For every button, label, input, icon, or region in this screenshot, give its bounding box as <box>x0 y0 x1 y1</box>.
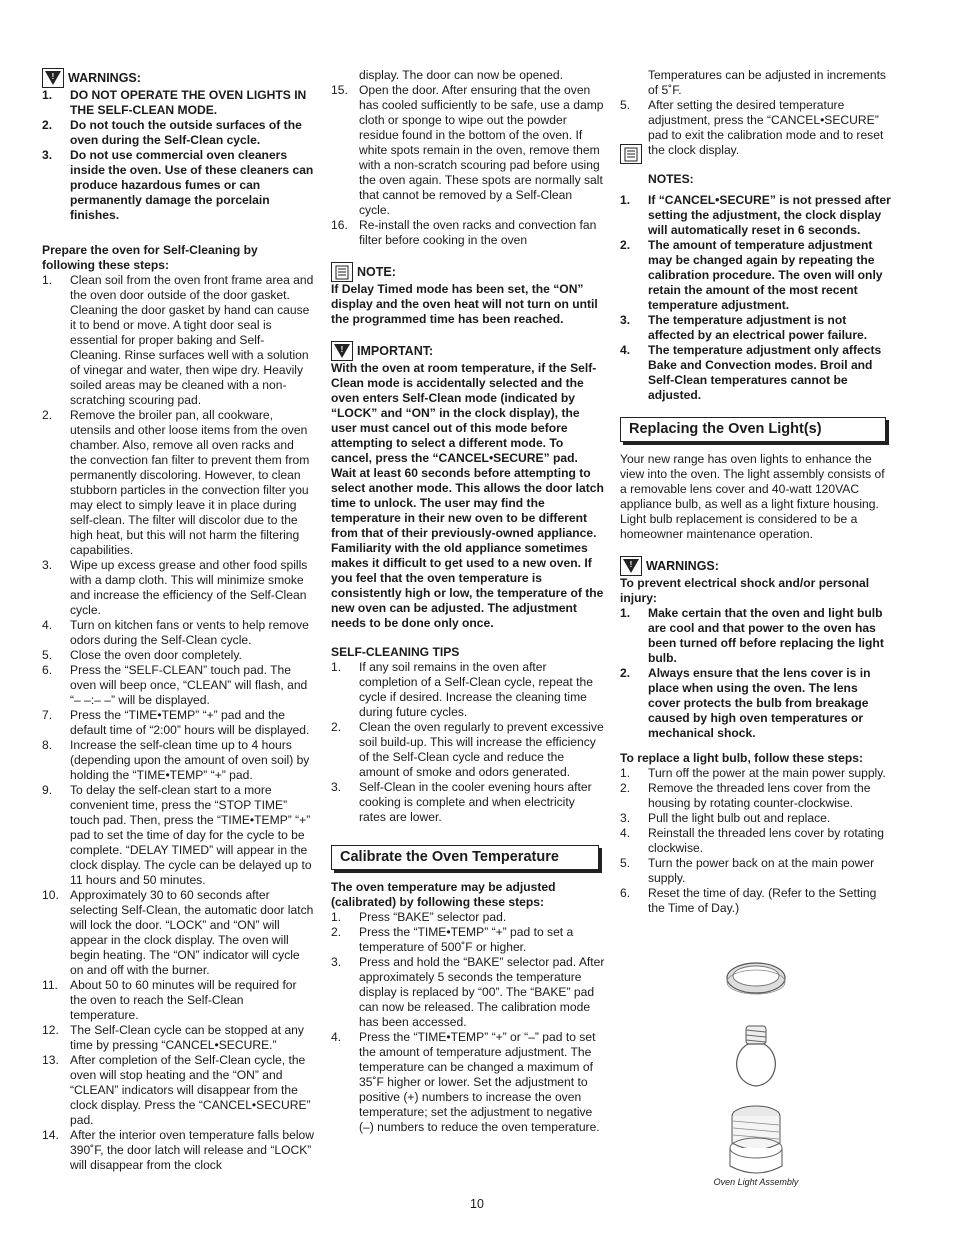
column-2 <box>331 68 605 1135</box>
warnings-heading: ! WARNINGS: <box>620 556 892 576</box>
light-intro: Your new range has oven lights to enhance the view into the oven. The light assembly consists of a removable lens cover and 40-watt 120VAC appliance bulb, as well as a light fixture housing. Light bulb replacement is considered to be a homeowner maintenance operation. <box>620 452 885 541</box>
lens-cover-drawing <box>727 963 785 994</box>
list-item: 2. The amount of temperature adjustment may be changed again by repeating the calibration procedure. The oven will only retain the amount of the most recent temperature adjustment. <box>620 238 883 312</box>
list-item: 4. Press the “TIME•TEMP” “+” or “–” pad to set the amount of temperature adjustment. The temperature can be changed a maximum of 35˚F higher or lower. Set the adjustment to positive (+) numbers to increase the oven temperature; set the adjustment to negative (–) numbers to reduce the oven temperature. <box>331 1030 600 1134</box>
warnings-list <box>620 606 892 741</box>
list-item: 2. Clean the oven regularly to prevent excessive soil build-up. This will increase the efficiency of the Self-Clean cycle and reduce the amount of smoke and odors generated. <box>331 720 604 779</box>
list-item: display. The door can now be opened. <box>359 68 563 82</box>
list-item: 2. Always ensure that the lens cover is in place when using the oven. The lens cover protects the bulb from breakage caused by high oven temperatures or mechanical shock. <box>620 666 871 740</box>
list-item: 15. Open the door. After ensuring that the oven has cooled sufficiently to be safe, use a damp cloth or sponge to wipe out the powder residue found in the bottom of the oven. If white spots remain in the oven, remove them with a non-scratch scouring pad before using the oven again. These spots are normally salt that cannot be removed by a Self-Clean cycle. <box>331 83 604 217</box>
list-item: 3. Wipe up excess grease and other food spills with a damp cloth. This will minimize smoke and increase the efficiency of the Self-Clean cycle. <box>42 558 308 617</box>
list-item: 6. Reset the time of day. (Refer to the Setting the Time of Day.) <box>620 886 877 915</box>
list-item: 4. Reinstall the threaded lens cover by rotating clockwise. <box>620 826 884 855</box>
calibrate-intro: The oven temperature may be adjusted (calibrated) by following these steps: <box>331 880 556 909</box>
list-item: 2. Press the “TIME•TEMP” “+” pad to set a temperature of 500˚F or higher. <box>331 925 574 954</box>
note-icon <box>620 144 642 164</box>
note-heading: NOTE: <box>331 262 605 282</box>
list-item: 13. After completion of the Self-Clean cycle, the oven will stop heating and the “ON” and “CLEAN” indicators will disappear from the clock display. Press the “CANCEL•SECURE” pad. <box>42 1053 311 1127</box>
list-item: 2. Remove the threaded lens cover from the housing by rotating counter-clockwise. <box>620 781 871 810</box>
replace-title: To replace a light bulb, follow these steps: <box>620 751 864 765</box>
list-item: 1. Turn off the power at the main power supply. <box>620 766 886 780</box>
list-item: 3. Pull the light bulb out and replace. <box>620 811 831 825</box>
important-heading: ! IMPORTANT: <box>331 341 605 361</box>
list-item: 7. Press the “TIME•TEMP” “+” pad and the default time of “2:00” hours will be displayed. <box>42 708 310 737</box>
page-number: 10 <box>470 1197 484 1211</box>
warnings-heading: ! WARNINGS: <box>42 68 314 88</box>
svg-text:!: ! <box>340 345 344 354</box>
important-text: With the oven at room temperature, if the Self-Clean mode is accidentally selected and the oven enters Self-Clean mode (indicated by “LOCK” and “ON” in the clock display), the user must cancel out of this mode before attempting to select a different mode. To cancel, press the “CANCEL•SECURE” pad. Wait at least 60 seconds before attempting to select another mode. This allows the door latch time to unlock. The user may find the temperature in their new oven to be different from that of their previously-owned appliance. Familiarity with the old appliance sometimes makes it difficult to get used to a new oven. If you feel that the oven temperature is consistently high or low, the temperature of the new oven can be adjusted. The adjustment needs to be done only once. <box>331 361 604 630</box>
list-item: 8. Increase the self-clean time up to 4 hours (depending upon the amount of oven soil) by holding the “TIME•TEMP” “+” pad. <box>42 738 310 782</box>
list-item: 2. Remove the broiler pan, all cookware, utensils and other loose items from the oven chamber. Also, remove all oven racks and the convection fan filter to prevent them from permanently discoloring. However, to clean stubborn particles in the convection filter you may elect to simply leave it in place during self-clean. The filter will discolor due to the high heat, but this will not harm the filtering capabilities. <box>42 408 310 557</box>
tips-list <box>331 660 605 825</box>
list-item: 1. Make certain that the oven and light bulb are cool and that power to the oven has been turned off before replacing the light bulb. <box>620 606 884 665</box>
svg-text:!: ! <box>629 560 633 569</box>
calibrate-heading: Calibrate the Oven Temperature <box>331 845 599 870</box>
list-item: 9. To delay the self-clean start to a more convenient time, press the “STOP TIME” touch pad. Then, press the “TIME•TEMP” “+” pad to set the time of day for the cycle to be complete. “DELAY TIMED” will appear in the clock display. The cycle can be delayed up to 11 hours and 50 minutes. <box>42 783 312 887</box>
list-item: 1. DO NOT OPERATE THE OVEN LIGHTS IN THE SELF-CLEAN MODE. <box>42 88 307 117</box>
warn-intro: To prevent electrical shock and/or personal injury: <box>620 576 870 605</box>
housing-drawing <box>730 1106 782 1173</box>
oven-light-assembly-image <box>700 958 812 1188</box>
list-item: 1. Press “BAKE” selector pad. <box>331 910 507 924</box>
svg-text:!: ! <box>51 72 55 81</box>
list-item: 14. After the interior oven temperature falls below 390˚F, the door latch will release and “LOCK” will disappear from the clock <box>42 1128 315 1172</box>
list-item: 3. Self-Clean in the cooler evening hours after cooking is complete and when electricity rates are lower. <box>331 780 592 824</box>
list-item: 5. After setting the desired temperature adjustment, press the “CANCEL•SECURE” pad to exit the calibration mode and to reset the clock display. <box>620 98 884 157</box>
list-item: 1. If “CANCEL•SECURE” is not pressed after setting the adjustment, the clock display will automatically reset in 6 seconds. <box>620 193 891 237</box>
list-item: 3. Press and hold the “BAKE” selector pad. After approximately 5 seconds the temperature display is replaced by “00”. The “BAKE” pad can now be released. The calibration mode has been accessed. <box>331 955 605 1029</box>
list-item: 10. Approximately 30 to 60 seconds after selecting Self-Clean, the automatic door latch will lock the door. “LOCK” and “ON” will appear in the clock display. The oven will begin heating. The “ON” indicator will cycle on and off with the burner. <box>42 888 314 977</box>
warning-icon <box>620 556 642 576</box>
bulb-drawing <box>737 1026 776 1086</box>
list-item: 3. The temperature adjustment is not affected by an electrical power failure. <box>620 313 868 342</box>
list-item: 5. Close the oven door completely. <box>42 648 242 662</box>
list-item: 6. Press the “SELF-CLEAN” touch pad. The oven will beep once, “CLEAN” will flash, and “– –:– –” will be displayed. <box>42 663 308 707</box>
column-3 <box>620 68 892 916</box>
note-icon <box>331 262 353 282</box>
list-item: 12. The Self-Clean cycle can be stopped at any time by pressing “CANCEL•SECURE.” <box>42 1023 304 1052</box>
list-item: 3. Do not use commercial oven cleaners inside the oven. Use of these cleaners can produce hazardous fumes or can permanently damage the porcelain finishes. <box>42 148 314 222</box>
notes-title: NOTES: <box>648 172 694 186</box>
note-text: If Delay Timed mode has been set, the “ON” display and the oven heat will not turn on until the programmed time has been reached. <box>331 282 598 326</box>
calibrate-steps-cont <box>620 68 892 158</box>
list-item: 1. If any soil remains in the oven after completion of a Self-Clean cycle, repeat the cycle if desired. Increase the cleaning time during future cycles. <box>331 660 593 719</box>
list-item: 11. About 50 to 60 minutes will be required for the oven to reach the Self-Clean temperature. <box>42 978 297 1022</box>
warning-icon <box>331 341 353 361</box>
list-item: 16. Re-install the oven racks and convection fan filter before cooking in the oven <box>331 218 597 247</box>
list-item: 4. The temperature adjustment only affects Bake and Convection modes. Broil and Self-Clean temperatures cannot be adjusted. <box>620 343 882 402</box>
prep-title: Prepare the oven for Self-Cleaning by following these steps: <box>42 243 258 272</box>
calibrate-steps <box>331 910 605 1135</box>
list-item: Temperatures can be adjusted in increments of 5˚F. <box>648 68 886 97</box>
warning-icon <box>42 68 64 88</box>
list-item: 4. Turn on kitchen fans or vents to help remove odors during the Self-Clean cycle. <box>42 618 309 647</box>
list-item: 1. Clean soil from the oven front frame area and the oven door outside of the door gasket. Cleaning the door gasket by hand can cause it to bend or move. A tight door seal is essential for proper baking and Self-Cleaning. Rinse surfaces well with a solution of vinegar and water, then wipe dry. Heavily soiled areas may be cleaned with a non-scratching scouring pad. <box>42 273 314 407</box>
self-clean-steps <box>42 273 314 1173</box>
column-1 <box>42 68 314 1173</box>
list-item: 2. Do not touch the outside surfaces of the oven during the Self-Clean cycle. <box>42 118 302 147</box>
self-clean-steps-cont <box>331 68 605 248</box>
tips-title: SELF-CLEANING TIPS <box>331 645 460 659</box>
list-item: 5. Turn the power back on at the main power supply. <box>620 856 875 885</box>
figure-caption: Oven Light Assembly <box>713 1177 799 1187</box>
notes-list <box>620 193 892 403</box>
light-heading: Replacing the Oven Light(s) <box>620 417 886 442</box>
replace-steps <box>620 766 892 916</box>
warnings-list <box>42 88 314 223</box>
